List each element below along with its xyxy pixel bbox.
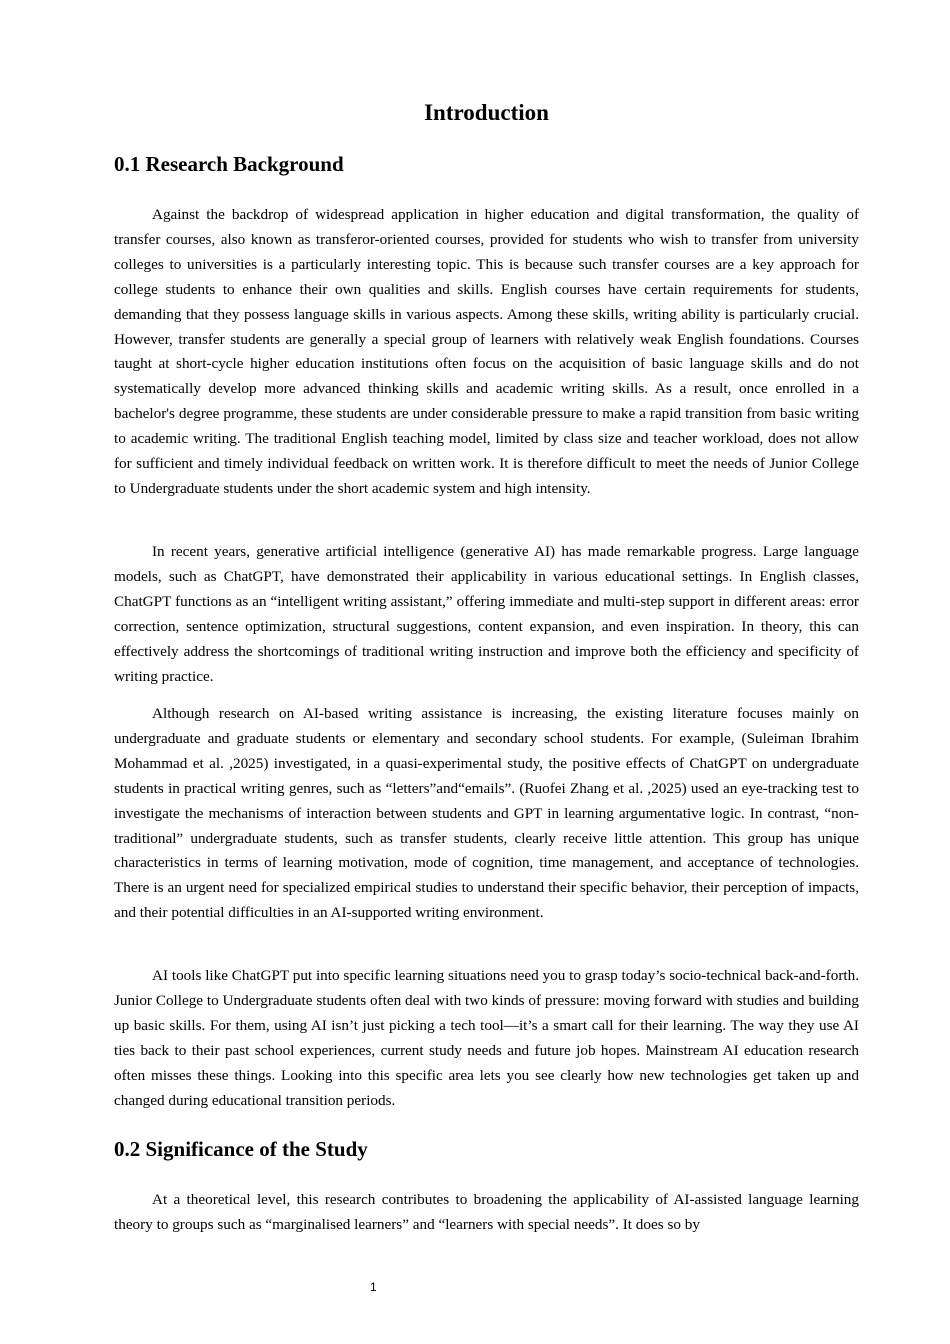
page-number: 1 bbox=[370, 1280, 377, 1294]
paragraph-significance-1: At a theoretical level, this research contributes to broadening the applicability of AI-assisted language learning theory to groups such as “marginalised learners” and “learners with special needs”. It does so by bbox=[114, 1191, 859, 1233]
paragraph-background-1: Against the backdrop of widespread application in higher education and digital transformation, the quality of transfer courses, also known as transferor-oriented courses, provided for students who wish to transfer from university colleges to universities is a particularly interesting topic. This is because such transfer courses are a key approach for college students to enhance their own qualities and skills. English courses have certain requirements for students, demanding that they possess language skills in various aspects. Among these skills, writing ability is particularly crucial. However, transfer students are generally a special group of learners with relatively weak English foundations. Courses taught at short-cycle higher education institutions often focus on the acquisition of basic language skills and do not systematically develop more advanced thinking skills and academic writing skills. As a result, once enrolled in a bachelor's degree programme, these students are under considerable pressure to make a rapid transition from basic writing to academic writing. The traditional English teaching model, limited by class size and teacher workload, does not allow for sufficient and timely individual feedback on written work. It is therefore difficult to meet the needs of Junior College to Undergraduate students under the short academic system and high intensity. bbox=[114, 206, 859, 497]
document-title: Introduction bbox=[424, 100, 549, 125]
section-heading-significance: 0.2 Significance of the Study bbox=[114, 1137, 368, 1161]
paragraph-background-2: In recent years, generative artificial intelligence (generative AI) has made remarkable progress. Large language models, such as ChatGPT, have demonstrated their applicability in various educational settings. In English classes, ChatGPT functions as an “intelligent writing assistant,” offering immediate and multi-step support in different areas: error correction, sentence optimization, structural suggestions, content expansion, and even inspiration. In theory, this can effectively address the shortcomings of traditional writing instruction and improve both the efficiency and specificity of writing practice. bbox=[114, 543, 859, 685]
paragraph-background-4: AI tools like ChatGPT put into specific learning situations need you to grasp today’s socio-technical back-and-forth. Junior College to Undergraduate students often deal with two kinds of pressure: moving forward with studies and building up basic skills. For them, using AI isn’t just picking a tech tool—it’s a smart call for their learning. The way they use AI ties back to their past school experiences, current study needs and future job hopes. Mainstream AI education research often misses these things. Looking into this specific area lets you see clearly how new technologies get taken up and changed during educational transition periods. bbox=[114, 967, 859, 1109]
section-heading-research-background: 0.1 Research Background bbox=[114, 152, 344, 176]
paragraph-background-3: Although research on AI-based writing assistance is increasing, the existing literature focuses mainly on undergraduate and graduate students or elementary and secondary school students. For example, (Suleiman Ibrahim Mohammad et al. ,2025) investigated, in a quasi-experimental study, the positive effects of ChatGPT on undergraduate students in practical writing genres, such as “letters”and“emails”. (Ruofei Zhang et al. ,2025) used an eye-tracking test to investigate the mechanisms of interaction between students and GPT in learning argumentative logic. In contrast, “non-traditional” undergraduate students, such as transfer students, clearly receive little attention. This group has unique characteristics in terms of learning motivation, mode of cognition, time management, and acceptance of technologies. There is an urgent need for specialized empirical studies to understand their specific behavior, their perception of impacts, and their potential difficulties in an AI-supported writing environment. bbox=[114, 705, 859, 922]
